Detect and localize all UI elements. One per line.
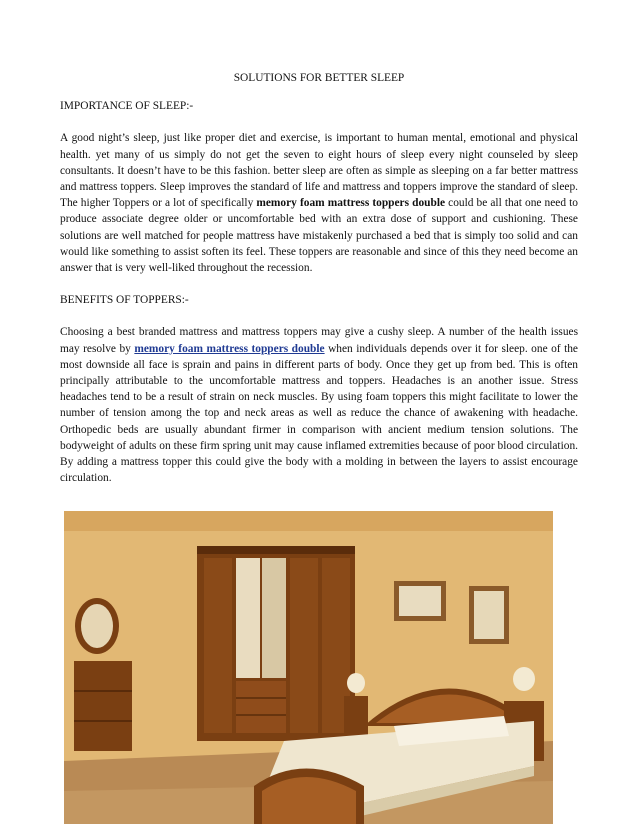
wardrobe-crown [197, 546, 355, 554]
ceiling-shadow [64, 511, 553, 531]
bedroom-photo [64, 511, 553, 824]
document-title: SOLUTIONS FOR BETTER SLEEP [233, 72, 405, 84]
picture [474, 591, 504, 639]
importance-paragraph [60, 130, 578, 276]
wardrobe-mirror-left [236, 558, 260, 678]
wardrobe-drawers [236, 681, 286, 733]
document-body [60, 70, 578, 502]
dresser [74, 661, 132, 751]
wardrobe-door [204, 558, 232, 733]
bedroom-illustration [64, 511, 553, 824]
benefits-paragraph [60, 324, 578, 486]
lamp-shade [347, 673, 365, 693]
lamp-shade [513, 667, 535, 691]
wardrobe-door [290, 558, 318, 733]
section-heading-importance: IMPORTANCE OF SLEEP:- [60, 100, 194, 113]
wardrobe-mirror-right [262, 558, 286, 678]
paragraph-text: when individuals depends over it for sleep. one of the most downside all face is sprain and pains in different parts of body. Once they get up from bed. This is often principally attributable to the uncomfortable mattress and toppers. Headaches is an another issue. Stress headaches tend to be a result of strain on neck muscles. By using foam toppers this might facilitate to lower the number of tension among the top and neck areas as well as reduce the chance of awakening with headache. Orthopedic beds are usually abundant firmer in comparison with ancient medium tension solutions. The bodyweight of adults on these firm spring unit may cause inflamed extremities because of poor blood circulation. By adding a mattress topper this could give the body with a molding in between the layers to assist encourage circulation. [60, 342, 578, 485]
dresser-mirror [81, 604, 113, 648]
paragraph-text: Choosing a best branded mattress and mattress toppers may give a cushy sleep. A number of the health issues may resolve by [60, 326, 578, 355]
picture [399, 586, 441, 616]
keyword-link[interactable]: memory foam mattress toppers double [134, 342, 325, 355]
section-heading-benefits: BENEFITS OF TOPPERS:- [60, 294, 189, 307]
paragraph-text: A good night’s sleep, just like proper diet and exercise, is important to human mental, emotional and physical health. yet many of us simply do not get the seven to eight hours of sleep every night counseled by sleep consultants. It doesn’t have to be this fashion. better sleep are often as simple as sleeping on a far better mattress and mattress toppers. Sleep improves the standard of life and mattress and toppers improve the standard of sleep. The higher Toppers or a lot of specifically [60, 132, 578, 210]
paragraph-text: could be all that one need to produce associate degree older or uncomfortable bed with an extra dose of support and cushioning. These solutions are well matched for people mattress have mistakenly purchased a bed that is simply too solid and can would like something to assist soften its feel. These toppers are reasonable and since of this they need become an answer that is very well-liked throughout the recession. [60, 197, 579, 275]
bold-keyword: memory foam mattress toppers double [256, 197, 446, 210]
